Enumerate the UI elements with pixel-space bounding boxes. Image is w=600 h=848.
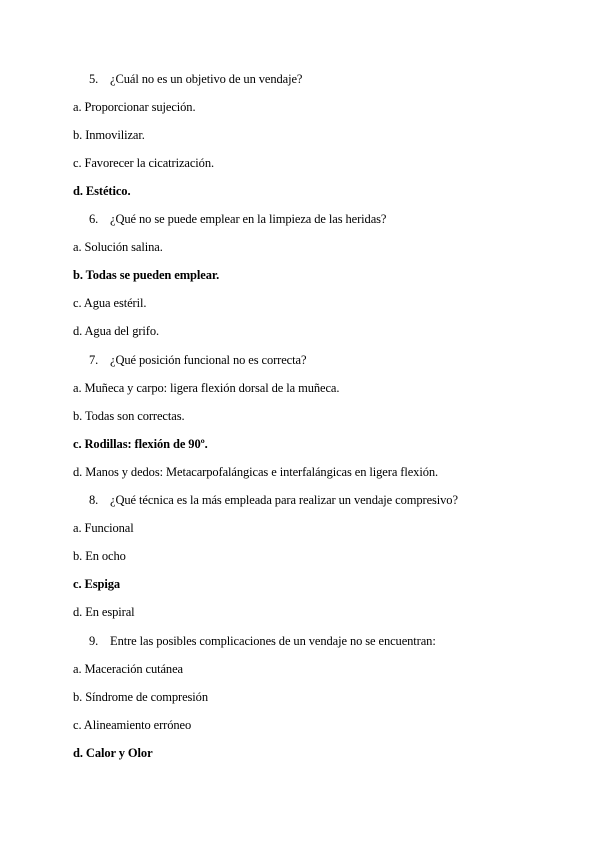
option-6d: d. Agua del grifo.	[73, 324, 160, 338]
option-9b: b. Síndrome de compresión	[73, 690, 208, 704]
question-text: Entre las posibles complicaciones de un vendaje no se encuentran:	[110, 634, 436, 648]
question-number: 9.	[89, 634, 99, 648]
option-6a: a. Solución salina.	[73, 240, 163, 254]
option-8b: b. En ocho	[73, 549, 126, 563]
option-5b: b. Inmovilizar.	[73, 128, 145, 142]
question-number: 5.	[89, 72, 99, 86]
option-8a: a. Funcional	[73, 521, 134, 535]
option-5c: c. Favorecer la cicatrización.	[73, 156, 215, 170]
option-9d-correct: d. Calor y Olor	[73, 746, 153, 760]
question-text: ¿Qué técnica es la más empleada para realizar un vendaje compresivo?	[110, 493, 458, 507]
question-number: 6.	[89, 212, 99, 226]
question-number: 7.	[89, 353, 99, 367]
option-9c: c. Alineamiento erróneo	[73, 718, 192, 732]
question-text: ¿Cuál no es un objetivo de un vendaje?	[110, 72, 303, 86]
question-9	[89, 633, 436, 649]
option-6b-correct: b. Todas se pueden emplear.	[73, 268, 220, 282]
question-number: 8.	[89, 493, 99, 507]
question-7	[89, 352, 306, 368]
question-5	[89, 71, 302, 87]
option-9a: a. Maceración cutánea	[73, 662, 183, 676]
question-6	[89, 211, 386, 227]
question-text: ¿Qué no se puede emplear en la limpieza de las heridas?	[110, 212, 387, 226]
question-8	[89, 492, 458, 508]
option-7a: a. Muñeca y carpo: ligera flexión dorsal de la muñeca.	[73, 381, 340, 395]
option-8c-correct: c. Espiga	[73, 577, 121, 591]
option-8d: d. En espiral	[73, 605, 135, 619]
option-7b: b. Todas son correctas.	[73, 409, 185, 423]
option-5d-correct: d. Estético.	[73, 184, 131, 198]
question-text: ¿Qué posición funcional no es correcta?	[110, 353, 307, 367]
option-7d: d. Manos y dedos: Metacarpofalángicas e interfalángicas en ligera flexión.	[73, 465, 439, 479]
option-7c-correct: c. Rodillas: flexión de 90º.	[73, 437, 208, 451]
option-6c: c. Agua estéril.	[73, 296, 147, 310]
option-5a: a. Proporcionar sujeción.	[73, 100, 196, 114]
